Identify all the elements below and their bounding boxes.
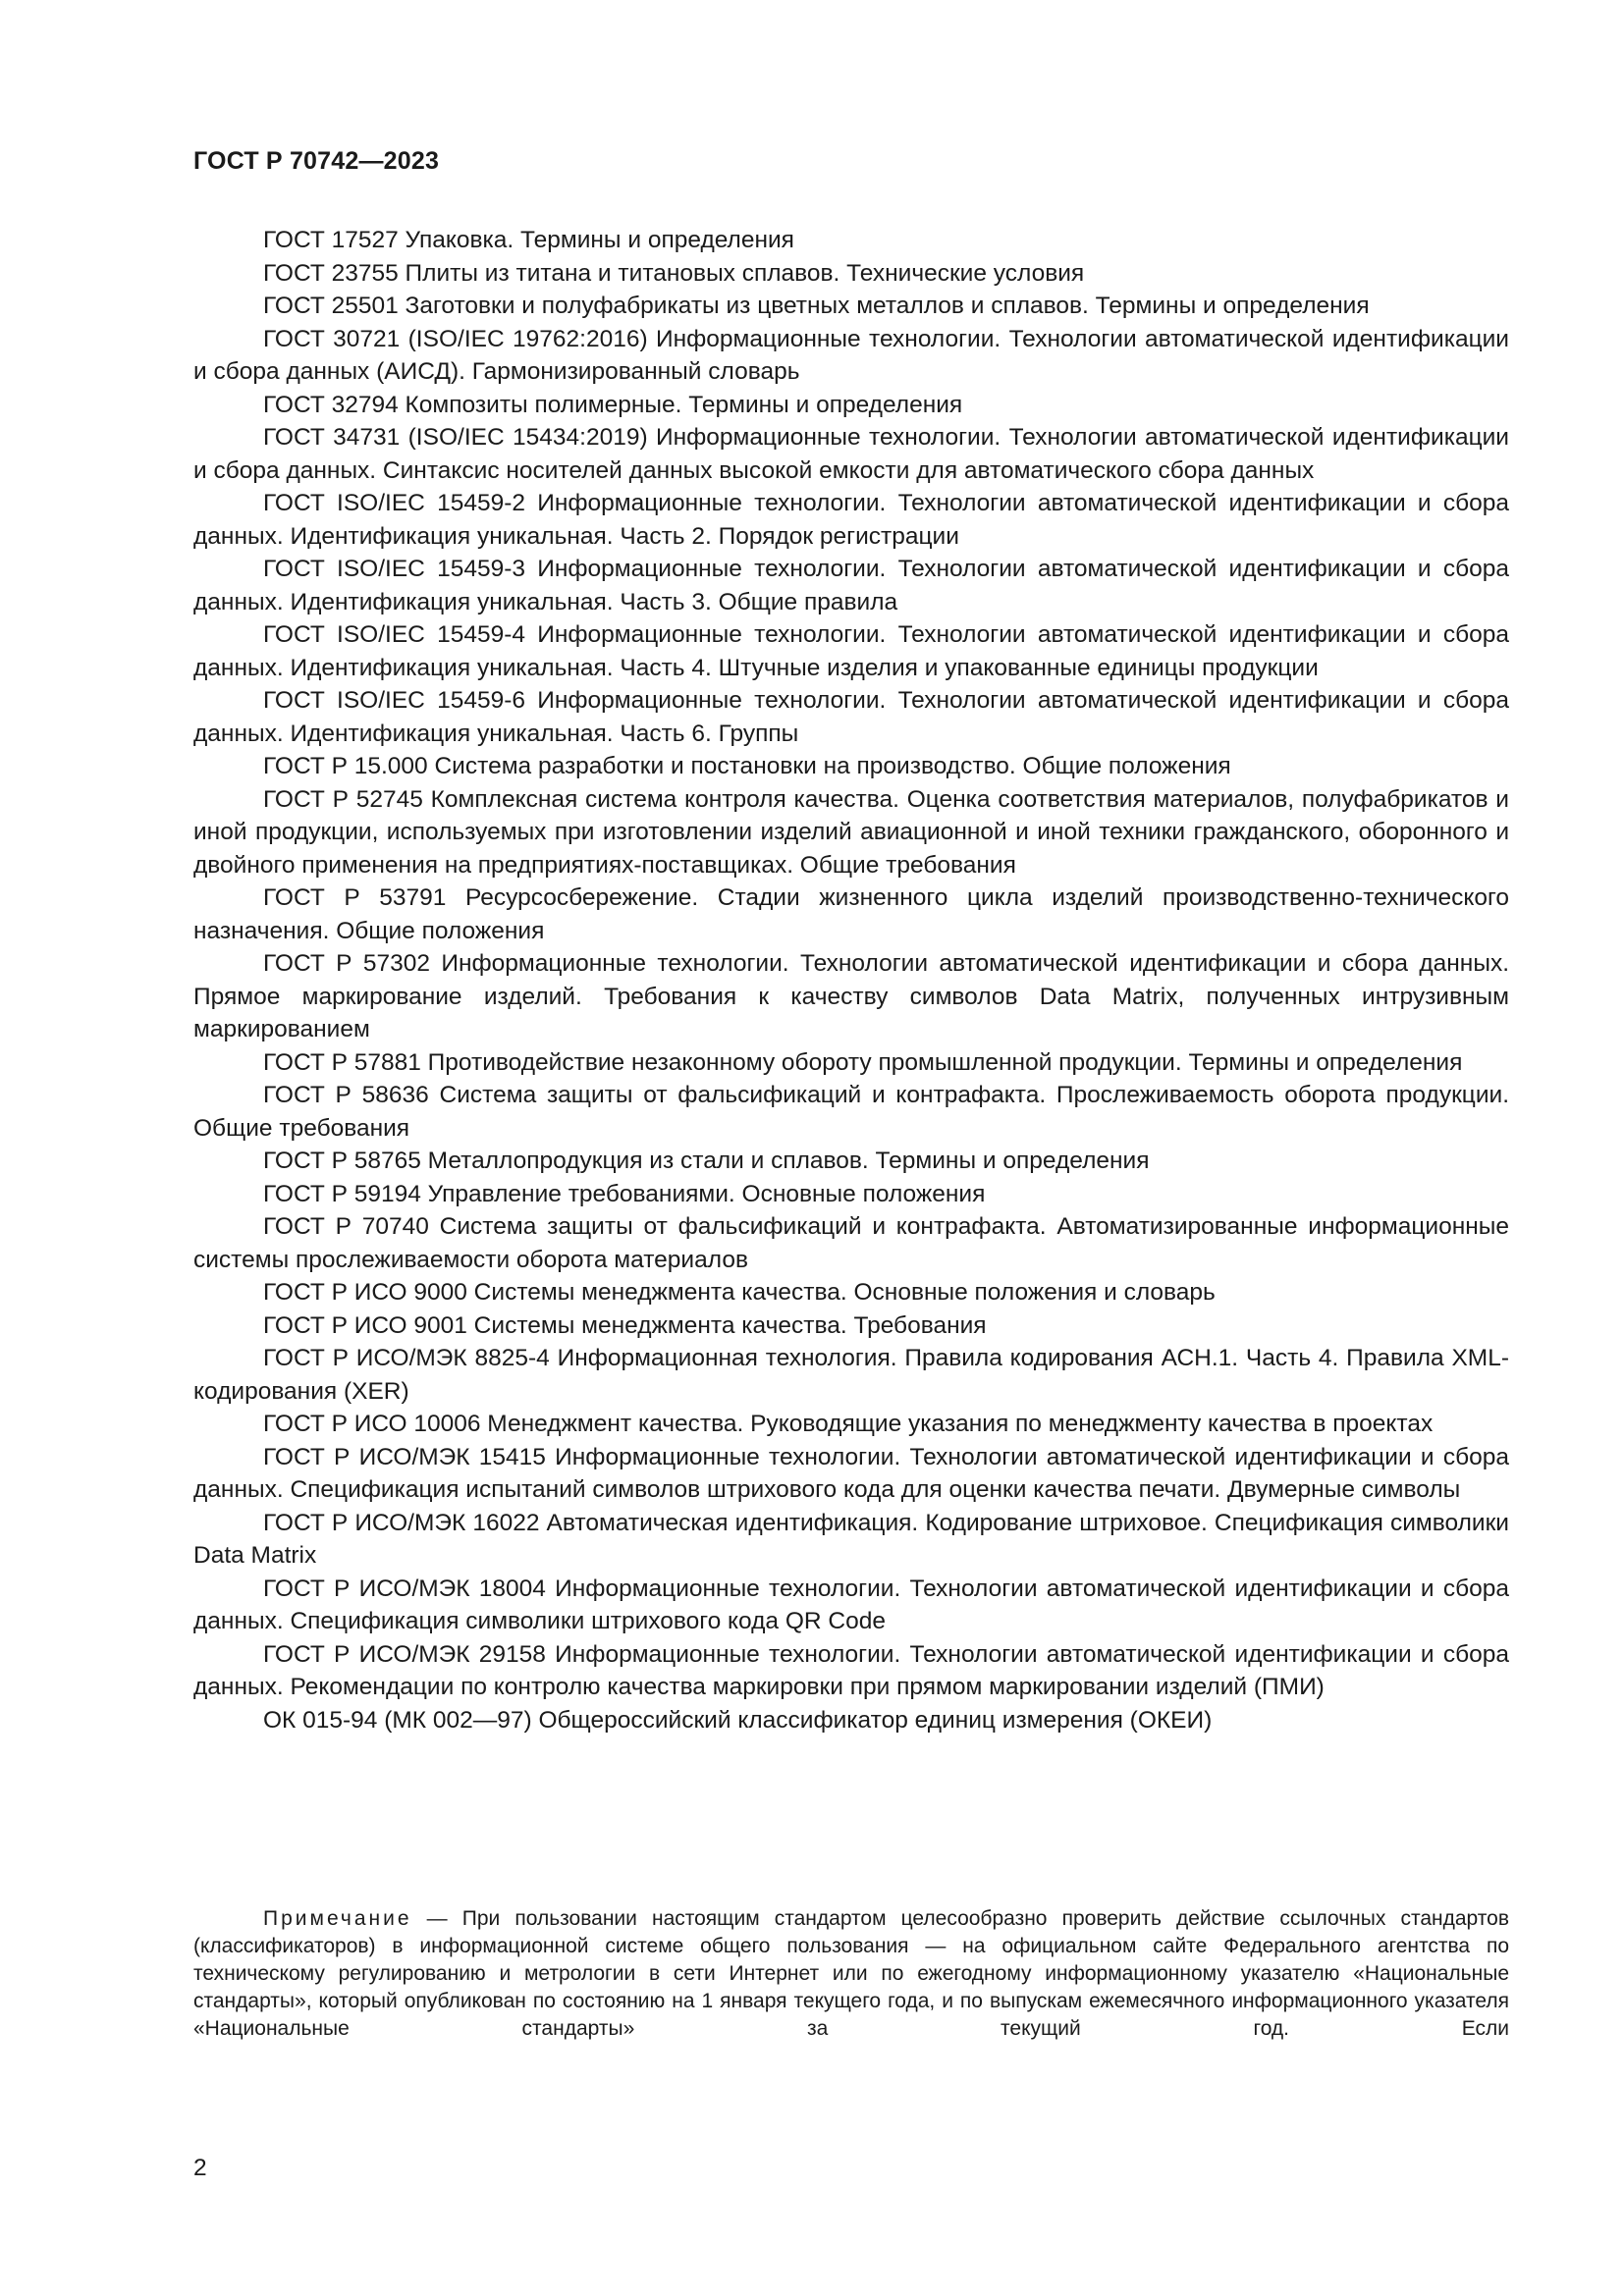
reference-item: ГОСТ Р ИСО 10006 Менеджмент качества. Руководящие указания по менеджменту качества в проектах — [263, 1411, 1434, 1437]
note-text: — При пользовании настоящим стандартом целесообразно проверить действие ссылочных стандартов (классификаторов) в информационной системе общего пользования — на официальном сайте Федерального агентства по техническому регулированию и метрологии в сети Интернет или по ежегодному информационному указателю «Национальные стандарты», который опубликован по состоянию на 1 января текущего года, и по выпускам ежемесячного информационного указателя «Национальные стандарты» за текущий год. Если — [193, 1907, 1509, 2040]
reference-item: ГОСТ 17527 Упаковка. Термины и определения — [263, 227, 794, 253]
reference-item: ГОСТ Р ИСО 9001 Системы менеджмента качества. Требования — [263, 1311, 987, 1339]
reference-item: ГОСТ Р ИСО/МЭК 16022 Автоматическая идентификация. Кодирование штриховое. Спецификация символики Data Matrix — [193, 1509, 1509, 1569]
reference-item: ГОСТ Р 15.000 Система разработки и постановки на производство. Общие положения — [263, 753, 1231, 779]
reference-item: ГОСТ ISO/IEC 15459-4 Информационные технологии. Технологии автоматической идентификации и сбора данных. Идентификация уникальная. Часть 4. Штучные изделия и упакованные единицы продукции — [193, 621, 1509, 681]
reference-item: ГОСТ Р 53791 Ресурсосбережение. Стадии жизненного цикла изделий производственно-технического назначения. Общие положения — [193, 884, 1509, 944]
page-number: 2 — [193, 2155, 207, 2181]
reference-item: ГОСТ Р ИСО 9000 Системы менеджмента качества. Основные положения и словарь — [263, 1279, 1216, 1306]
reference-item: ГОСТ ISO/IEC 15459-3 Информационные технологии. Технологии автоматической идентификации и сбора данных. Идентификация уникальная. Часть 3. Общие правила — [193, 556, 1509, 615]
reference-item: ОК 015-94 (МК 002—97) Общероссийский классификатор единиц измерения (ОКЕИ) — [263, 1706, 1213, 1734]
document-header: ГОСТ Р 70742—2023 — [193, 147, 440, 175]
reference-item: ГОСТ Р ИСО/МЭК 8825-4 Информационная технология. Правила кодирования АСН.1. Часть 4. Правила XML-кодирования (XER) — [193, 1345, 1509, 1405]
reference-item: ГОСТ Р 59194 Управление требованиями. Основные положения — [263, 1180, 986, 1207]
reference-item: ГОСТ Р 58636 Система защиты от фальсификаций и контрафакта. Прослеживаемость оборота продукции. Общие требования — [193, 1082, 1509, 1142]
reference-item: ГОСТ Р ИСО/МЭК 15415 Информационные технологии. Технологии автоматической идентификации и сбора данных. Спецификация испытаний символов штрихового кода для оценки качества печати. Двумерные символы — [193, 1443, 1509, 1503]
reference-item: ГОСТ Р 58765 Металлопродукция из стали и сплавов. Термины и определения — [263, 1148, 1150, 1174]
reference-item: ГОСТ ISO/IEC 15459-2 Информационные технологии. Технологии автоматической идентификации и сбора данных. Идентификация уникальная. Часть 2. Порядок регистрации — [193, 490, 1509, 550]
reference-item: ГОСТ 30721 (ISO/IEC 19762:2016) Информационные технологии. Технологии автоматической идентификации и сбора данных (АИСД). Гармонизированный словарь — [193, 325, 1509, 385]
normative-references — [193, 224, 1509, 1736]
reference-item: ГОСТ Р ИСО/МЭК 18004 Информационные технологии. Технологии автоматической идентификации и сбора данных. Спецификация символики штрихового кода QR Code — [193, 1575, 1509, 1634]
reference-item: ГОСТ Р ИСО/МЭК 29158 Информационные технологии. Технологии автоматической идентификации и сбора данных. Рекомендации по контролю качества маркировки при прямом маркировании изделий (ПМИ) — [193, 1640, 1509, 1700]
reference-item: ГОСТ Р 57881 Противодействие незаконному обороту промышленной продукции. Термины и определения — [263, 1048, 1463, 1076]
note-paragraph — [193, 1905, 1509, 2043]
reference-item: ГОСТ 34731 (ISO/IEC 15434:2019) Информационные технологии. Технологии автоматической идентификации и сбора данных. Синтаксис носителей данных высокой емкости для автоматического сбора данных — [193, 424, 1509, 484]
reference-item: ГОСТ Р 52745 Комплексная система контроля качества. Оценка соответствия материалов, полуфабрикатов и иной продукции, используемых при изготовлении изделий авиационной и иной техники гражданского, оборонного и двойного применения на предприятиях-поставщиках. Общие требования — [193, 785, 1509, 879]
note-label: Примечание — [263, 1907, 412, 1930]
reference-item: ГОСТ Р 70740 Система защиты от фальсификаций и контрафакта. Автоматизированные информационные системы прослеживаемости оборота материалов — [193, 1213, 1509, 1273]
reference-item: ГОСТ ISO/IEC 15459-6 Информационные технологии. Технологии автоматической идентификации и сбора данных. Идентификация уникальная. Часть 6. Группы — [193, 687, 1509, 747]
reference-item: ГОСТ Р 57302 Информационные технологии. Технологии автоматической идентификации и сбора данных. Прямое маркирование изделий. Требования к качеству символов Data Matrix, полученных интрузивным маркированием — [193, 950, 1509, 1042]
reference-item: ГОСТ 32794 Композиты полимерные. Термины и определения — [263, 391, 963, 418]
reference-item: ГОСТ 25501 Заготовки и полуфабрикаты из цветных металлов и сплавов. Термины и определения — [263, 293, 1370, 319]
reference-item: ГОСТ 23755 Плиты из титана и титановых сплавов. Технические условия — [263, 259, 1085, 287]
